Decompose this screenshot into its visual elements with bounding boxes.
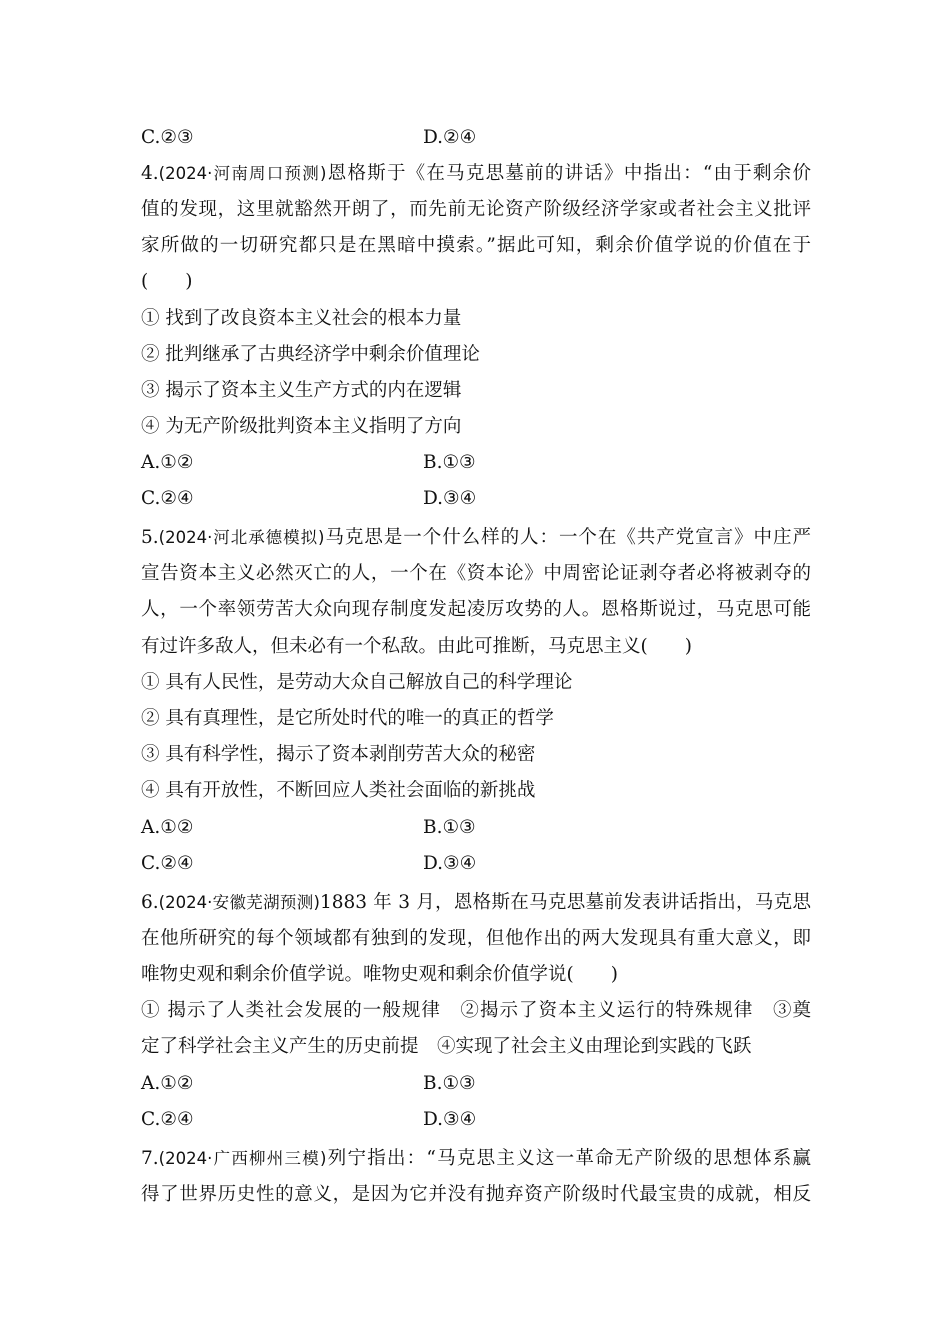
q6-option-d[interactable]: D.③④: [423, 1109, 477, 1130]
q6-option-a[interactable]: A.①②: [141, 1073, 194, 1094]
q6-stem-line-3: 唯物史观和剩余价值学说。唯物史观和剩余价值学说( ): [141, 964, 618, 985]
q3-option-c[interactable]: C.②③: [141, 127, 194, 148]
q6-option-b[interactable]: B.①③: [423, 1073, 476, 1094]
q4-item-3: ③ 揭示了资本主义生产方式的内在逻辑: [141, 380, 462, 401]
q6-items-line-2: 定了科学社会主义产生的历史前提 ④实现了社会主义由理论到实践的飞跃: [141, 1036, 752, 1057]
q4-source: (2024·河南周口预测): [158, 164, 327, 183]
q6-number: 6.: [141, 892, 159, 913]
q5-source: (2024·河北承德模拟): [158, 528, 325, 547]
q4-item-1: ① 找到了改良资本主义社会的根本力量: [141, 308, 462, 329]
q6-stem-line-1: [141, 890, 811, 916]
q5-stem-text-1: 马克思是一个什么样的人：一个在《共产党宣言》中庄严: [324, 527, 811, 548]
q5-stem-line-3: 人，一个率领劳苦大众向现存制度发起凌厉攻势的人。恩格斯说过，马克思可能: [141, 599, 811, 620]
q4-option-d[interactable]: D.③④: [423, 488, 477, 509]
q4-item-2: ② 批判继承了古典经济学中剩余价值理论: [141, 344, 480, 365]
q7-stem-line-1: [141, 1146, 811, 1172]
q6-stem-line-2: 在他所研究的每个领域都有独到的发现，但他作出的两大发现具有重大意义，即: [141, 928, 811, 949]
q6-stem-text-1: 1883 年 3 月，恩格斯在马克思墓前发表讲话指出，马克思: [319, 892, 811, 913]
q6-option-c[interactable]: C.②④: [141, 1109, 194, 1130]
q4-stem-text-1: 恩格斯于《在马克思墓前的讲话》中指出：“由于剩余价: [326, 163, 811, 184]
q4-number: 4.: [141, 163, 159, 184]
q5-stem-line-1: [141, 525, 811, 551]
q5-item-4: ④ 具有开放性，不断回应人类社会面临的新挑战: [141, 780, 536, 801]
q4-option-a[interactable]: A.①②: [141, 452, 194, 473]
q4-answer-blank: ( ): [141, 271, 193, 292]
q5-number: 5.: [141, 527, 159, 548]
q5-item-1: ① 具有人民性，是劳动大众自己解放自己的科学理论: [141, 672, 573, 693]
q5-stem-line-2: 宣告资本主义必然灭亡的人，一个在《资本论》中周密论证剥夺者必将被剥夺的: [141, 563, 811, 584]
q3-option-d[interactable]: D.②④: [423, 127, 477, 148]
q6-source: (2024·安徽芜湖预测): [158, 893, 320, 912]
q4-stem-line-3: 家所做的一切研究都只是在黑暗中摸索。”据此可知，剩余价值学说的价值在于: [141, 235, 811, 256]
q5-item-3: ③ 具有科学性，揭示了资本剥削劳苦大众的秘密: [141, 744, 536, 765]
q4-option-c[interactable]: C.②④: [141, 488, 194, 509]
q5-stem-line-4: 有过许多敌人，但未必有一个私敌。由此可推断，马克思主义( ): [141, 636, 692, 657]
q4-option-b[interactable]: B.①③: [423, 452, 476, 473]
q4-item-4: ④ 为无产阶级批判资本主义指明了方向: [141, 416, 462, 437]
q5-item-2: ② 具有真理性，是它所处时代的唯一的真正的哲学: [141, 708, 554, 729]
q5-option-d[interactable]: D.③④: [423, 853, 477, 874]
q6-items-line-1: ① 揭示了人类社会发展的一般规律 ②揭示了资本主义运行的特殊规律 ③奠: [141, 1000, 811, 1021]
q4-stem-line-2: 值的发现，这里就豁然开朗了，而先前无论资产阶级经济学家或者社会主义批评: [141, 199, 811, 220]
q7-source: (2024·广西柳州三模): [158, 1149, 327, 1168]
q7-number: 7.: [141, 1148, 159, 1169]
q7-stem-line-2: 得了世界历史性的意义，是因为它并没有抛弃资产阶级时代最宝贵的成就，相反: [141, 1184, 811, 1205]
q7-stem-text-1: 列宁指出：“马克思主义这一革命无产阶级的思想体系赢: [326, 1148, 811, 1169]
q4-stem-line-1: [141, 161, 811, 187]
q5-option-b[interactable]: B.①③: [423, 817, 476, 838]
q5-option-a[interactable]: A.①②: [141, 817, 194, 838]
q5-option-c[interactable]: C.②④: [141, 853, 194, 874]
